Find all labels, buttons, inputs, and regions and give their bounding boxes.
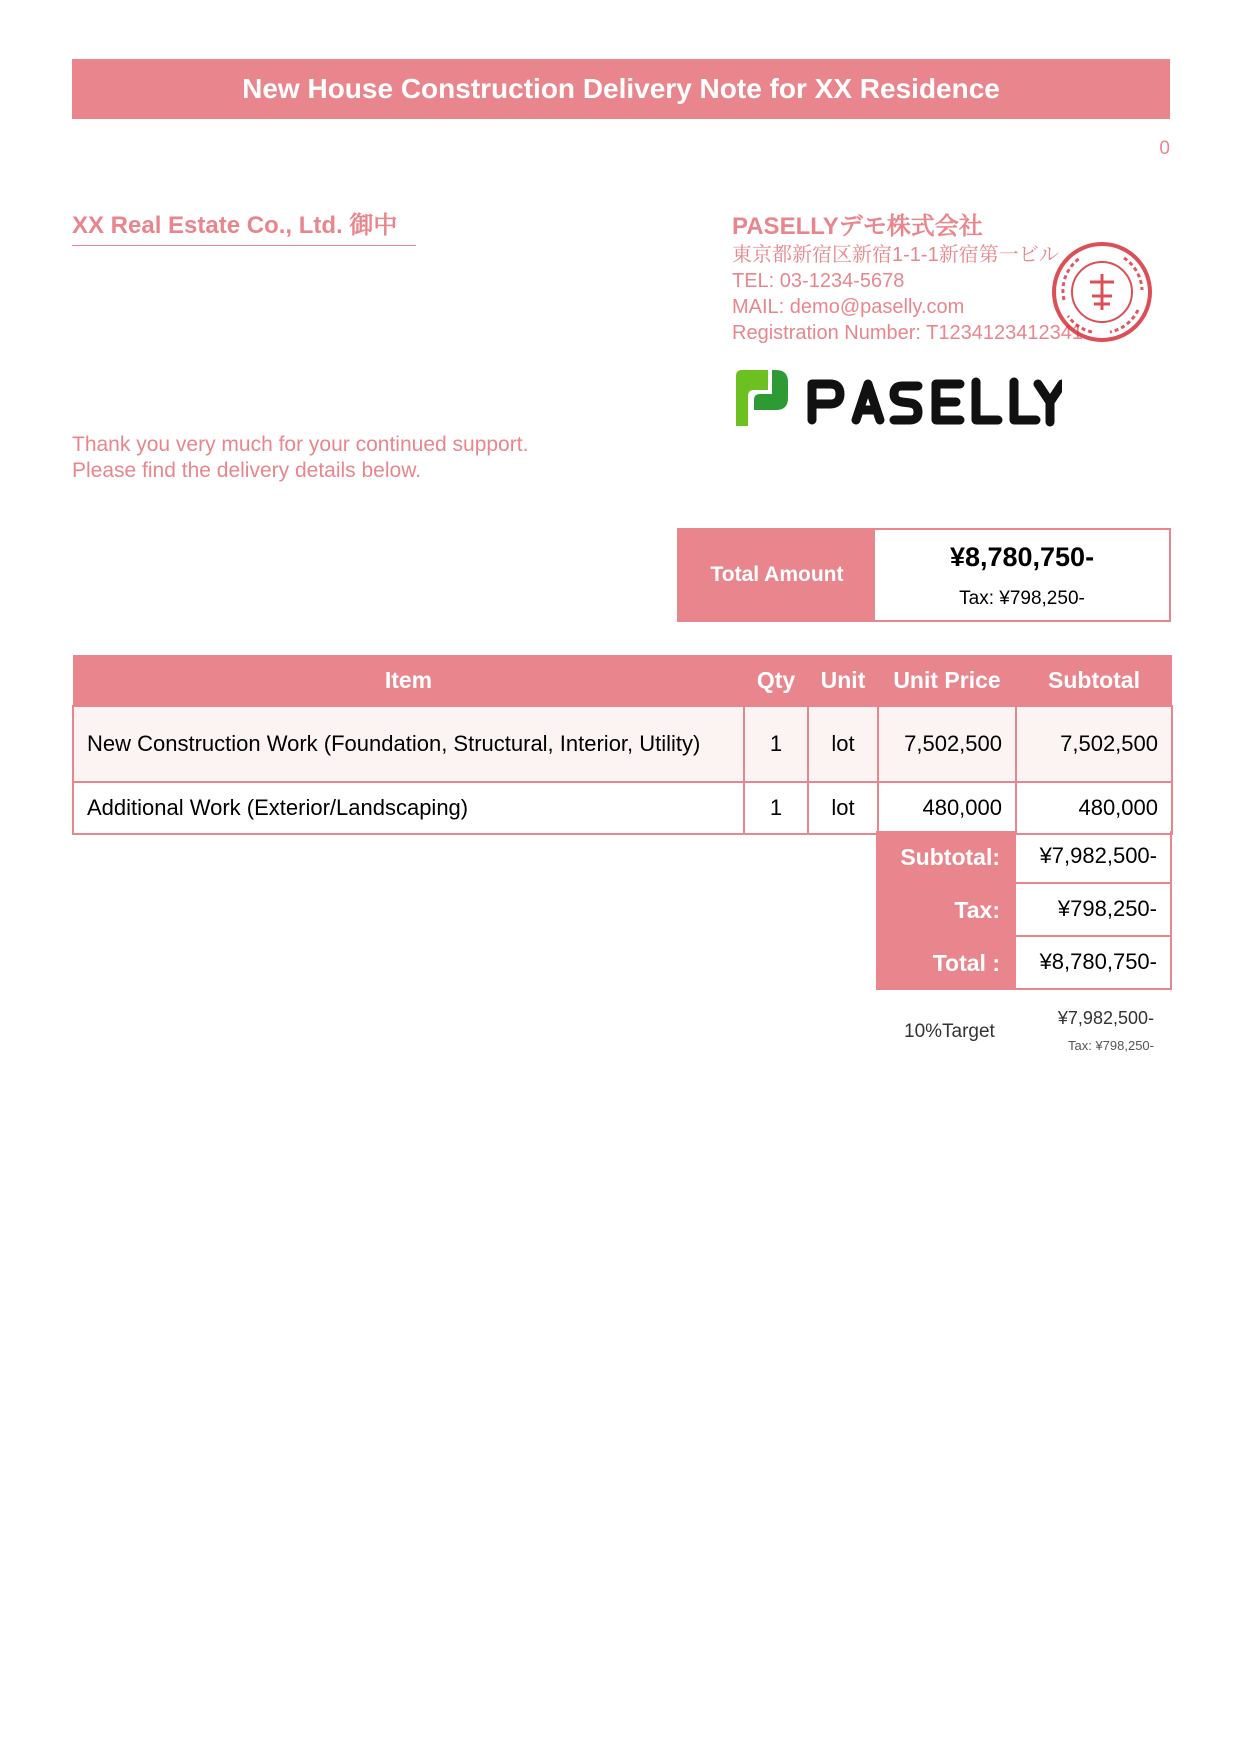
company-mail: MAIL: demo@paselly.com xyxy=(732,296,965,318)
summary-tax-label: Tax: xyxy=(876,884,1014,937)
summary-total-value: ¥8,780,750- xyxy=(1014,937,1172,990)
company-registration: Registration Number: T1234123412341 xyxy=(732,322,1083,344)
summary-subtotal xyxy=(876,831,1172,884)
items-table xyxy=(72,655,1173,835)
greeting-line-1: Thank you very much for your continued support. xyxy=(72,433,529,456)
summary-subtotal-label: Subtotal: xyxy=(876,831,1014,884)
cell-subtotal: 7,502,500 xyxy=(1016,706,1172,782)
total-amount-box xyxy=(677,528,1171,622)
cell-unit-price: 7,502,500 xyxy=(878,706,1016,782)
company-seal-stamp xyxy=(1050,240,1154,344)
document-number: 0 xyxy=(1159,138,1170,159)
summary-tax xyxy=(876,884,1172,937)
client-name: XX Real Estate Co., Ltd. 御中 xyxy=(72,212,416,246)
document-title: New House Construction Delivery Note for XX Residence xyxy=(72,59,1170,119)
cell-unit-price: 480,000 xyxy=(878,782,1016,834)
greeting-message xyxy=(72,432,528,484)
total-amount-tax: Tax: ¥798,250- xyxy=(959,588,1085,609)
summary-total-label: Total : xyxy=(876,937,1014,990)
cell-qty: 1 xyxy=(744,706,808,782)
header-item: Item xyxy=(73,655,744,706)
tax-target-amount: ¥7,982,500- xyxy=(1057,1008,1154,1028)
cell-item: New Construction Work (Foundation, Structural, Interior, Utility) xyxy=(73,706,744,782)
company-address: 東京都新宿区新宿1-1-1新宿第一ビル xyxy=(732,244,1059,266)
greeting-line-2: Please find the delivery details below. xyxy=(72,459,422,482)
tax-target-tax: Tax: ¥798,250- xyxy=(1067,1038,1154,1053)
header-unit: Unit xyxy=(808,655,878,706)
table-row xyxy=(73,706,1172,782)
company-tel: TEL: 03-1234-5678 xyxy=(732,270,905,292)
summary-subtotal-value: ¥7,982,500- xyxy=(1014,831,1172,884)
summary-total xyxy=(876,937,1172,990)
cell-unit: lot xyxy=(808,782,878,834)
paselly-logo xyxy=(732,368,1062,430)
company-name: PASELLYデモ株式会社 xyxy=(732,213,983,240)
cell-unit: lot xyxy=(808,706,878,782)
cell-subtotal: 480,000 xyxy=(1016,782,1172,834)
table-row xyxy=(73,782,1172,834)
cell-item: Additional Work (Exterior/Landscaping) xyxy=(73,782,744,834)
cell-qty: 1 xyxy=(744,782,808,834)
total-amount-label: Total Amount xyxy=(679,530,875,620)
header-subtotal: Subtotal xyxy=(1016,655,1172,706)
header-qty: Qty xyxy=(744,655,808,706)
header-unit-price: Unit Price xyxy=(878,655,1016,706)
tax-target-label: 10%Target xyxy=(904,1021,995,1042)
total-amount-value: ¥8,780,750- xyxy=(949,542,1095,572)
table-header-row xyxy=(73,655,1172,706)
summary-tax-value: ¥798,250- xyxy=(1014,884,1172,937)
